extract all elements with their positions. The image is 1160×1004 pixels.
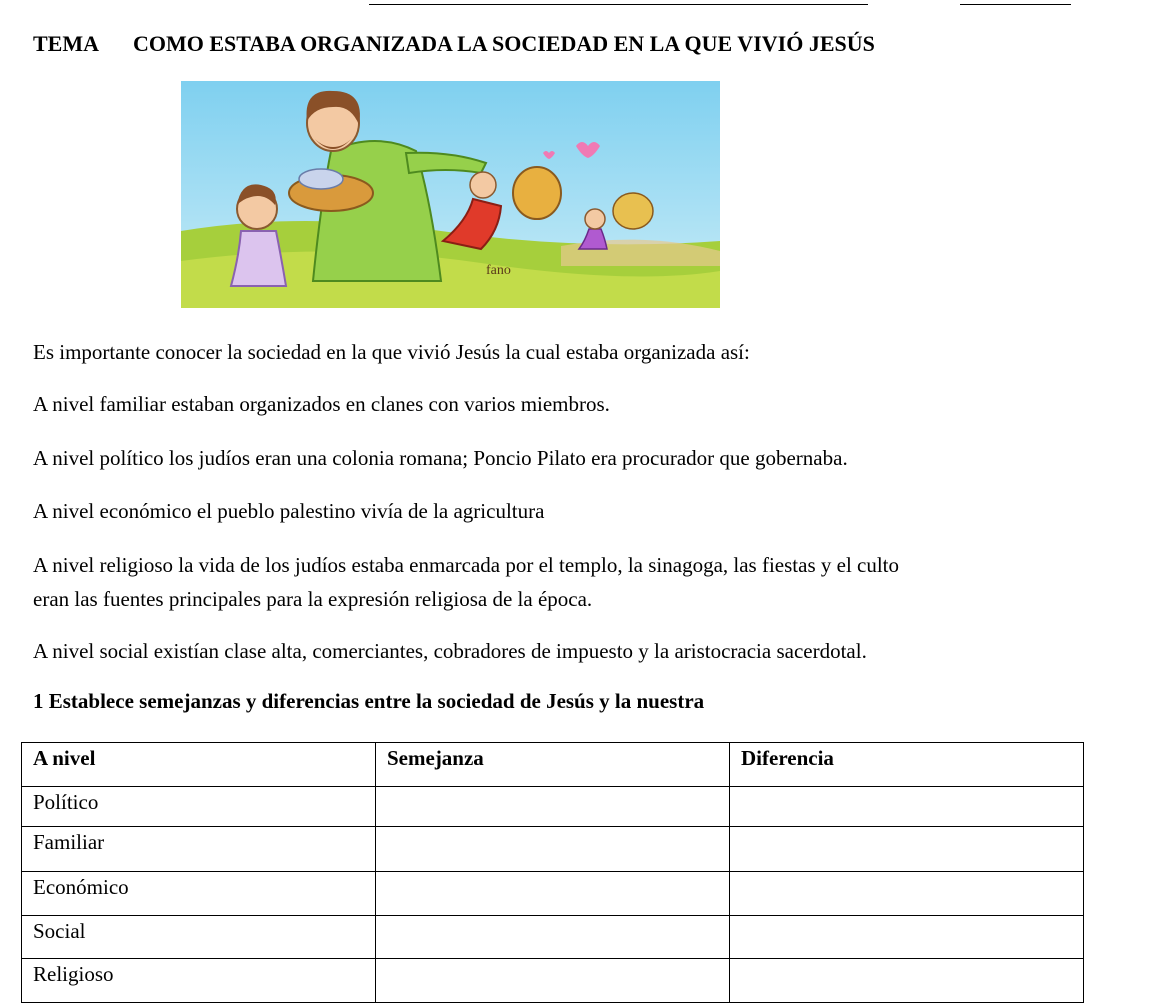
row-label: Familiar: [22, 827, 376, 872]
top-rule-left: [369, 4, 868, 5]
diferencia-cell[interactable]: [730, 872, 1084, 916]
diferencia-cell[interactable]: [730, 959, 1084, 1003]
page-title: [33, 31, 875, 57]
top-rule-right: [960, 4, 1071, 5]
paragraph-economico: A nivel económico el pueblo palestino vivía de la agricultura: [33, 499, 545, 523]
table-row: [22, 959, 1084, 1003]
column-header-semejanza: Semejanza: [376, 743, 730, 787]
semejanza-cell[interactable]: [376, 827, 730, 872]
paragraph-religioso-line1: A nivel religioso la vida de los judíos estaba enmarcada por el templo, la sinagoga, las fiestas y el culto: [33, 553, 900, 577]
title-text: COMO ESTABA ORGANIZADA LA SOCIEDAD EN LA QUE VIVIÓ JESÚS: [133, 31, 875, 56]
table-row: [22, 872, 1084, 916]
table-row: [22, 827, 1084, 872]
column-header-nivel: A nivel: [22, 743, 376, 787]
row-label: Político: [22, 787, 376, 827]
diferencia-cell[interactable]: [730, 916, 1084, 959]
tema-label: TEMA: [33, 31, 99, 56]
row-label: Económico: [22, 872, 376, 916]
diferencia-cell[interactable]: [730, 827, 1084, 872]
row-label: Social: [22, 916, 376, 959]
semejanza-cell[interactable]: [376, 872, 730, 916]
comparison-table: [21, 742, 1084, 1003]
table-row: [22, 787, 1084, 827]
paragraph-familiar: A nivel familiar estaban organizados en clanes con varios miembros.: [33, 392, 610, 416]
semejanza-cell[interactable]: [376, 787, 730, 827]
table-header-row: [22, 743, 1084, 787]
paragraph-intro: Es importante conocer la sociedad en la que vivió Jesús la cual estaba organizada así:: [33, 340, 750, 364]
semejanza-cell[interactable]: [376, 916, 730, 959]
paragraph-politico: A nivel político los judíos eran una colonia romana; Poncio Pilato era procurador que gobernaba.: [33, 446, 848, 470]
illustration-svg: [181, 81, 720, 308]
column-header-diferencia: Diferencia: [730, 743, 1084, 787]
table-row: [22, 916, 1084, 959]
question-1: 1 Establece semejanzas y diferencias entre la sociedad de Jesús y la nuestra: [33, 689, 705, 713]
paragraph-social: A nivel social existían clase alta, comerciantes, cobradores de impuesto y la aristocracia sacerdotal.: [33, 639, 867, 663]
paragraph-religioso-line2: eran las fuentes principales para la expresión religiosa de la época.: [33, 587, 593, 611]
semejanza-cell[interactable]: [376, 959, 730, 1003]
illustration-jesus-sharing-bread: [181, 81, 720, 308]
illustration-signature: fano: [486, 263, 511, 278]
row-label: Religioso: [22, 959, 376, 1003]
diferencia-cell[interactable]: [730, 787, 1084, 827]
